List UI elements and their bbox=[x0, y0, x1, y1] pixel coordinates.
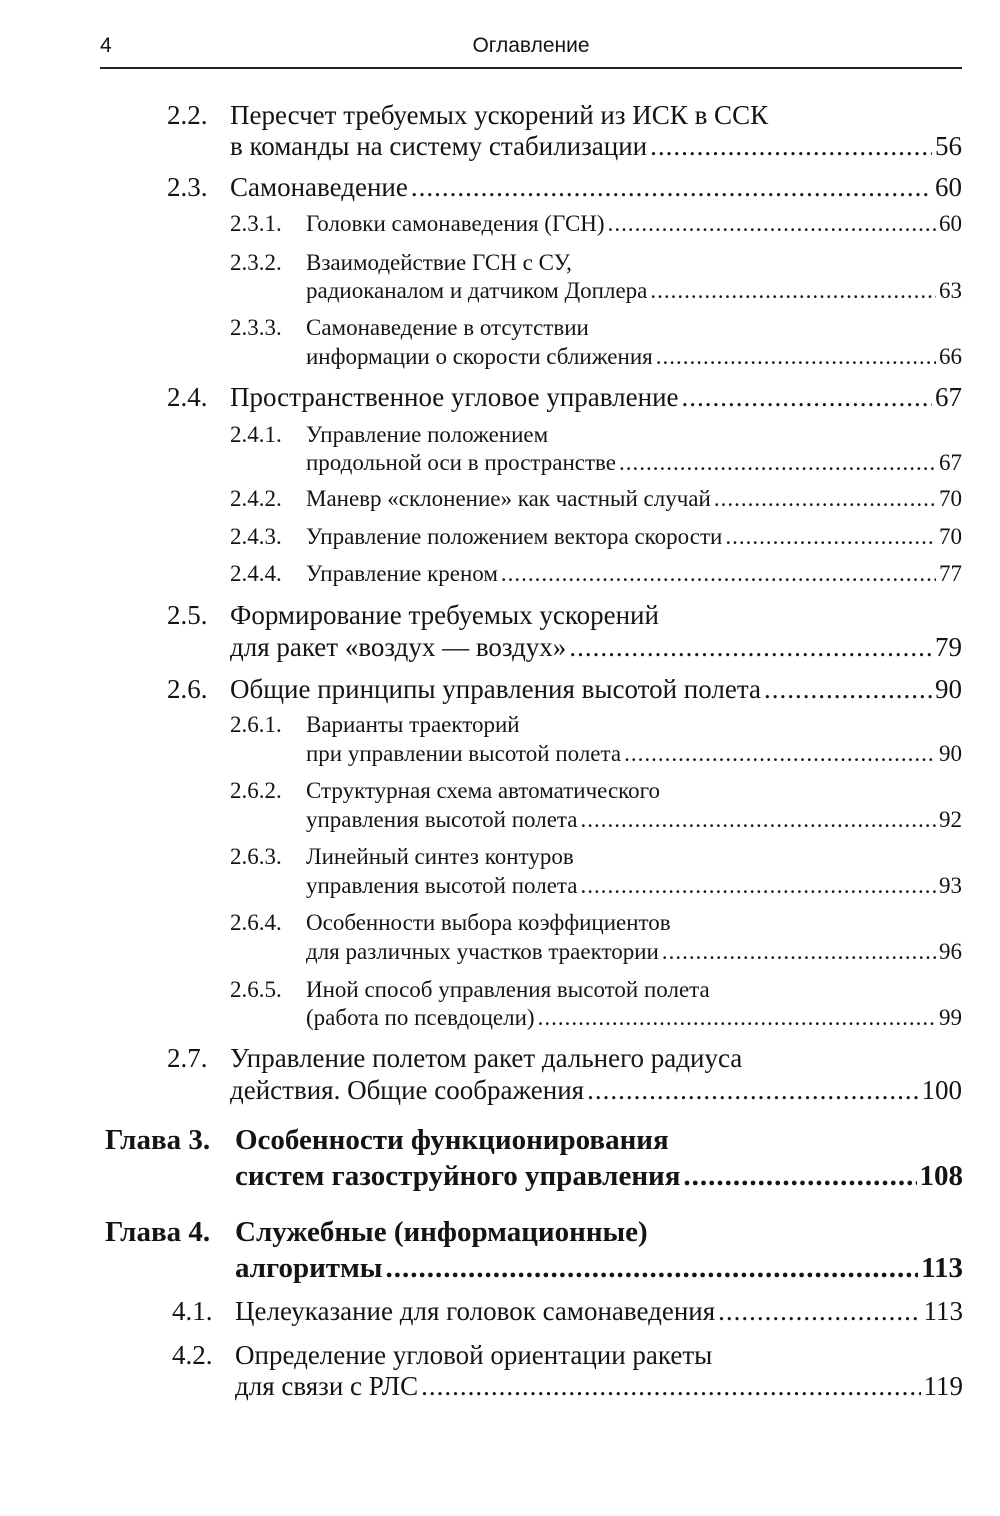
dot-leader bbox=[501, 561, 936, 587]
toc-entry bbox=[172, 1296, 963, 1330]
entry-number: 2.3.2. bbox=[230, 250, 282, 275]
toc-entry bbox=[167, 100, 962, 164]
toc-entry bbox=[230, 211, 962, 241]
entry-title-line: действия. Общие соображения bbox=[230, 1075, 585, 1105]
entry-title-line: Головки самонаведения (ГСН) bbox=[306, 211, 605, 236]
dot-leader bbox=[662, 939, 936, 965]
toc-entry bbox=[167, 382, 962, 416]
entry-title-line: управления высотой полета bbox=[306, 873, 578, 898]
toc-chapter-entry bbox=[105, 1216, 963, 1290]
dot-leader bbox=[650, 131, 932, 162]
entry-title-line: Общие принципы управления высотой полета bbox=[230, 674, 761, 704]
dot-leader bbox=[569, 632, 932, 663]
entry-title-line: Управление полетом ракет дальнего радиуса bbox=[230, 1043, 743, 1073]
entry-number: 2.6.5. bbox=[230, 977, 282, 1002]
entry-number: 2.6.2. bbox=[230, 778, 282, 803]
entry-title-line: Пространственное угловое управление bbox=[230, 382, 679, 412]
chapter-number: Глава 4. bbox=[105, 1216, 211, 1248]
entry-page: 90 bbox=[939, 741, 962, 766]
entry-title-line: Линейный синтез контуров bbox=[306, 844, 574, 869]
dot-leader bbox=[714, 486, 936, 512]
dot-leader bbox=[580, 807, 936, 833]
toc-entry bbox=[230, 844, 962, 902]
entry-page: 70 bbox=[939, 524, 962, 549]
entry-page: 77 bbox=[939, 561, 962, 586]
entry-page: 67 bbox=[939, 450, 962, 475]
running-header bbox=[100, 34, 962, 66]
entry-title-line: Управление положением bbox=[306, 422, 549, 447]
entry-number: 4.2. bbox=[172, 1340, 213, 1370]
dot-leader bbox=[421, 1371, 920, 1402]
entry-page: 96 bbox=[939, 939, 962, 964]
entry-number: 2.4.1. bbox=[230, 422, 282, 447]
entry-title-line: Самонаведение bbox=[230, 172, 408, 202]
entry-title-line: Управление креном bbox=[306, 561, 498, 586]
entry-title-line: для связи с РЛС bbox=[235, 1371, 419, 1401]
dot-leader bbox=[587, 1075, 918, 1106]
toc-entry bbox=[167, 674, 962, 708]
toc-entry bbox=[230, 250, 962, 308]
entry-number: 2.3.3. bbox=[230, 315, 282, 340]
toc-entry bbox=[230, 422, 962, 480]
entry-number: 4.1. bbox=[172, 1296, 213, 1326]
entry-number: 2.6. bbox=[167, 674, 208, 704]
entry-title-line: Определение угловой ориентации ракеты bbox=[235, 1340, 713, 1370]
entry-title-line: продольной оси в пространстве bbox=[306, 450, 616, 475]
dot-leader bbox=[725, 524, 936, 550]
entry-number: 2.3. bbox=[167, 172, 208, 202]
page-number: 4 bbox=[100, 34, 112, 57]
entry-page: 113 bbox=[923, 1296, 963, 1326]
entry-title-line: Служебные (информационные) bbox=[235, 1216, 648, 1248]
entry-number: 2.6.3. bbox=[230, 844, 282, 869]
entry-number: 2.2. bbox=[167, 100, 208, 130]
toc-entry bbox=[230, 712, 962, 770]
entry-title-line: Самонаведение в отсутствии bbox=[306, 315, 589, 340]
toc-entry bbox=[230, 486, 962, 516]
entry-page: 66 bbox=[939, 344, 962, 369]
dot-leader bbox=[718, 1296, 920, 1327]
header-rule bbox=[100, 67, 962, 69]
entry-title-line: Варианты траекторий bbox=[306, 712, 520, 737]
entry-page: 60 bbox=[939, 211, 962, 236]
dot-leader bbox=[619, 450, 936, 476]
entry-page: 56 bbox=[935, 131, 962, 161]
dot-leader bbox=[656, 344, 936, 370]
entry-page: 99 bbox=[939, 1005, 962, 1030]
toc-entry bbox=[167, 600, 962, 664]
entry-page: 67 bbox=[935, 382, 962, 412]
entry-number: 2.4.4. bbox=[230, 561, 282, 586]
dot-leader bbox=[411, 172, 932, 203]
entry-title-line: систем газоструйного управления bbox=[235, 1160, 681, 1192]
entry-title-line: Структурная схема автоматического bbox=[306, 778, 661, 803]
entry-number: 2.4.2. bbox=[230, 486, 282, 511]
entry-title-line: радиоканалом и датчиком Доплера bbox=[306, 278, 648, 303]
dot-leader bbox=[764, 674, 932, 705]
entry-title-line: информации о скорости сближения bbox=[306, 344, 653, 369]
entry-number: 2.6.4. bbox=[230, 910, 282, 935]
entry-page: 60 bbox=[935, 172, 962, 202]
entry-title-line: управления высотой полета bbox=[306, 807, 578, 832]
entry-title-line: Пересчет требуемых ускорений из ИСК в ССК bbox=[230, 100, 769, 130]
entry-number: 2.3.1. bbox=[230, 211, 282, 236]
entry-title-line: Иной способ управления высотой полета bbox=[306, 977, 710, 1002]
entry-page: 70 bbox=[939, 486, 962, 511]
chapter-number: Глава 3. bbox=[105, 1124, 211, 1156]
toc-entry bbox=[230, 561, 962, 591]
toc-entry bbox=[172, 1340, 963, 1404]
entry-title-line: Формирование требуемых ускорений bbox=[230, 600, 659, 630]
dot-leader bbox=[624, 741, 936, 767]
dot-leader bbox=[538, 1005, 936, 1031]
dot-leader bbox=[683, 1160, 916, 1193]
entry-title-line: Особенности выбора коэффициентов bbox=[306, 910, 671, 935]
entry-title-line: Целеуказание для головок самонаведения bbox=[235, 1296, 716, 1326]
entry-title-line: Взаимодействие ГСН с СУ, bbox=[306, 250, 572, 275]
entry-number: 2.4. bbox=[167, 382, 208, 412]
entry-title-line: Управление положением вектора скорости bbox=[306, 524, 723, 549]
entry-title-line: алгоритмы bbox=[235, 1252, 383, 1284]
entry-page: 90 bbox=[935, 674, 962, 704]
entry-number: 2.7. bbox=[167, 1043, 208, 1073]
entry-number: 2.6.1. bbox=[230, 712, 282, 737]
dot-leader bbox=[580, 873, 936, 899]
entry-page: 108 bbox=[919, 1160, 963, 1192]
entry-title-line: Маневр «склонение» как частный случай bbox=[306, 486, 711, 511]
toc-entry bbox=[230, 910, 962, 968]
entry-page: 92 bbox=[939, 807, 962, 832]
entry-title-line: при управлении высотой полета bbox=[306, 741, 622, 766]
entry-page: 100 bbox=[921, 1075, 962, 1105]
toc-entry bbox=[167, 1043, 962, 1107]
entry-number: 2.5. bbox=[167, 600, 208, 630]
entry-title-line: для различных участков траектории bbox=[306, 939, 659, 964]
entry-page: 113 bbox=[921, 1252, 963, 1284]
toc-entry bbox=[230, 977, 962, 1035]
entry-page: 93 bbox=[939, 873, 962, 898]
toc-chapter-entry bbox=[105, 1124, 963, 1198]
toc-entry bbox=[230, 778, 962, 836]
dot-leader bbox=[682, 382, 932, 413]
toc-entry bbox=[230, 315, 962, 373]
dot-leader bbox=[608, 211, 936, 237]
entry-title-line: Особенности функционирования bbox=[235, 1124, 669, 1156]
entry-title-line: для ракет «воздух — воздух» bbox=[230, 632, 567, 662]
toc-entry bbox=[167, 172, 962, 206]
entry-number: 2.4.3. bbox=[230, 524, 282, 549]
entry-title-line: в команды на систему стабилизации bbox=[230, 131, 648, 161]
toc-entry bbox=[230, 524, 962, 554]
dot-leader bbox=[650, 278, 936, 304]
dot-leader bbox=[385, 1252, 918, 1285]
running-title: Оглавление bbox=[472, 34, 590, 57]
entry-title-line: (работа по псевдоцели) bbox=[306, 1005, 535, 1030]
entry-page: 79 bbox=[935, 632, 962, 662]
entry-page: 63 bbox=[939, 278, 962, 303]
entry-page: 119 bbox=[923, 1371, 963, 1401]
